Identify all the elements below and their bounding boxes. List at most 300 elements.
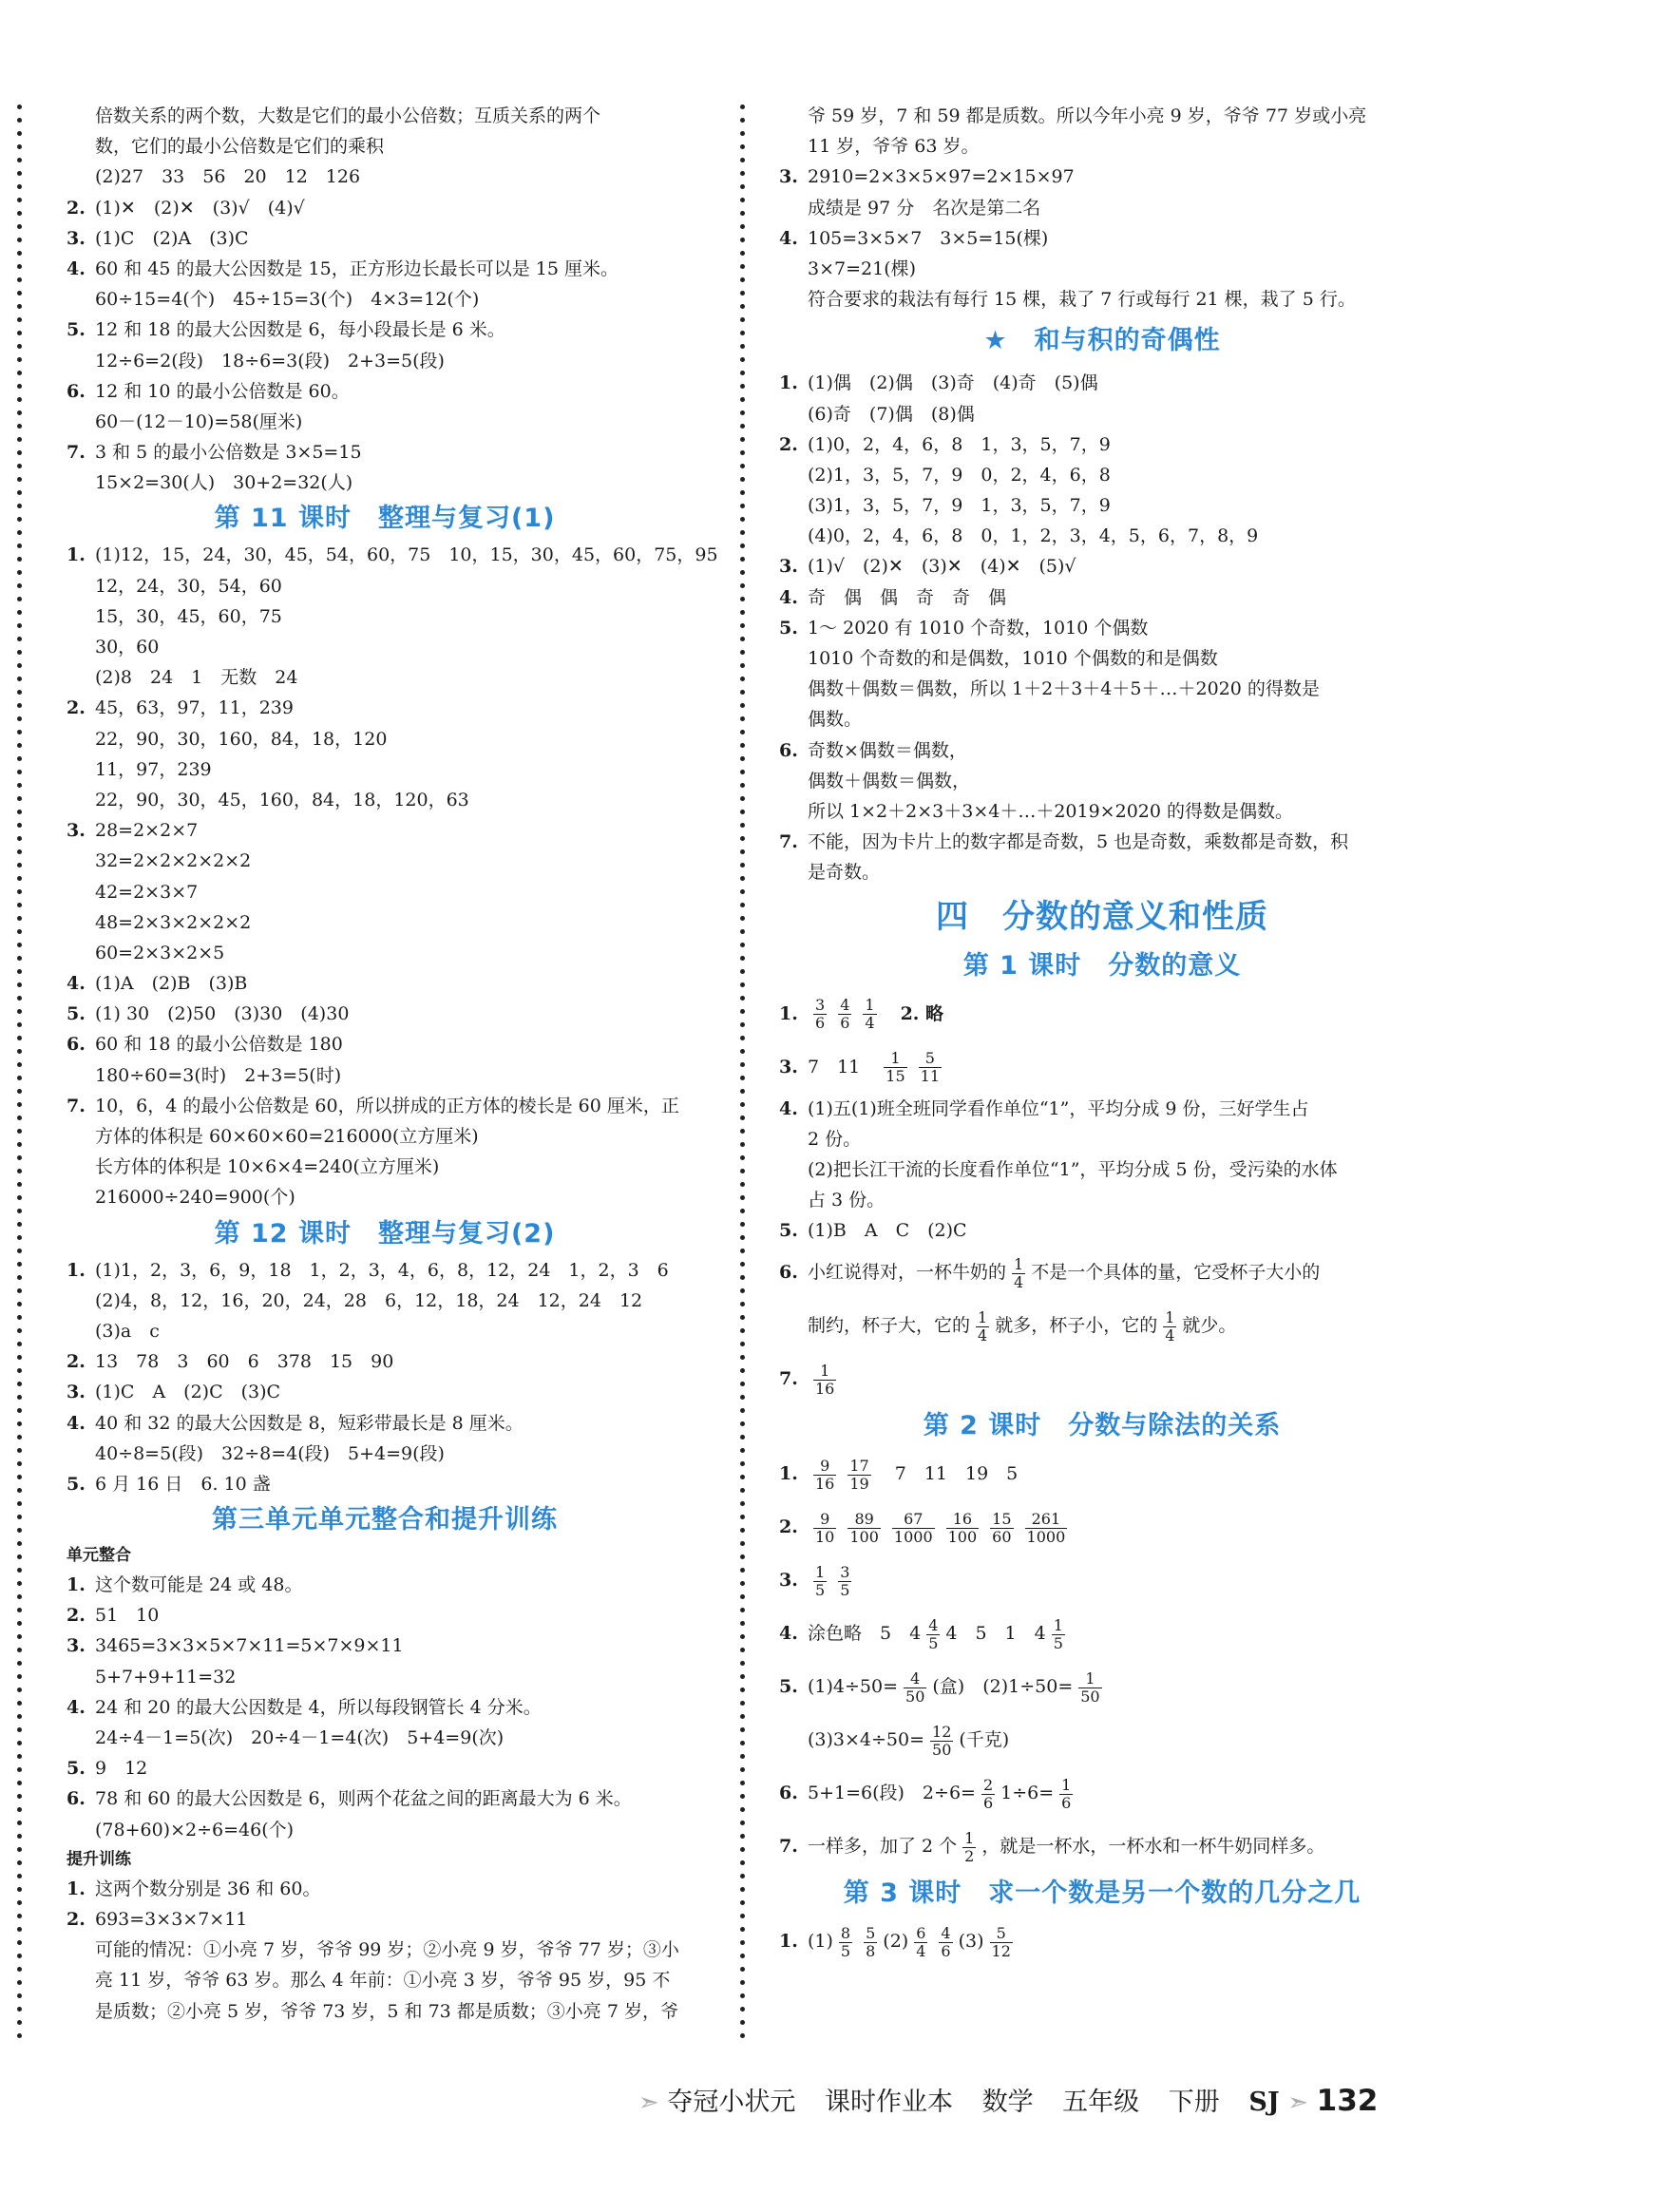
answer-line: 7. 10，6，4 的最小公倍数是 60，所以拼成的正方体的棱长是 60 厘米，正 [67,1095,679,1116]
rule-dot [17,1661,22,1666]
rule-dot [740,211,745,216]
answer-line: 占 3 份。 [808,1190,886,1211]
rule-dot [740,504,745,508]
rule-dot [740,331,745,335]
fraction: $\frac{17}{19}$ [849,1456,869,1493]
rule-dot [740,690,745,695]
rule-dot [17,796,22,801]
rule-dot [17,889,22,894]
fraction: $\frac{3}{5}$ [840,1562,850,1599]
fraction: $\frac{15}{60}$ [992,1509,1012,1546]
answer-line: 3×7=21(棵) [808,257,917,279]
lesson-heading: 第 11 课时 整理与复习(1) [214,504,556,534]
rule-dot [740,543,745,548]
answer-line: 22，90，30，45，160，84，18，120，63 [95,789,469,810]
rule-dot [740,663,745,668]
rule-dot [17,1794,22,1799]
rule-dot [17,1807,22,1812]
rule-dot [17,1235,22,1240]
rule-dot [17,1568,22,1573]
rule-dot [740,929,745,934]
answer-line: 偶数＋偶数＝偶数， [808,770,971,791]
answer-line: 1. (1) $\frac{8}{5}$ $\frac{5}{8}$ (2) $\frac{6}{4}$ $\frac{4}{6}$ (3) $\frac{5}{12}$ [779,1923,1011,1960]
rule-dot [17,344,22,349]
rule-dot [740,597,745,601]
rule-dot [740,1821,745,1825]
rule-dot [740,1554,745,1559]
rule-dot [17,1927,22,1932]
rule-dot [740,770,745,774]
answer-line: 6. 奇数×偶数＝偶数， [779,739,967,761]
answer-line: 1. (1)1，2，3，6，9，18 1，2，3，4，6，8，12，24 1，2，3 6 [67,1259,669,1281]
rule-dot [17,357,22,362]
rule-dot [17,1249,22,1253]
rule-dot [740,783,745,788]
rule-dot [17,105,22,109]
answer-line: 1. (1)偶 (2)偶 (3)奇 (4)奇 (5)偶 [779,372,1098,394]
rule-dot [740,876,745,881]
answer-line: 4. 40 和 32 的最大公因数是 8，短彩带最长是 8 厘米。 [67,1412,524,1434]
answer-line: 3. (1)C A (2)C (3)C [67,1382,281,1403]
rule-dot [740,144,745,149]
rule-dot [17,384,22,389]
fraction: $\frac{2}{6}$ [982,1775,994,1812]
rule-dot [17,583,22,588]
rule-dot [17,1315,22,1320]
rule-dot [740,1302,745,1306]
answer-line: (2)8 24 1 无数 24 [95,667,298,689]
answer-line: (4)0，2，4，6，8 0，1，2，3，4，5，6，7，8，9 [808,525,1259,547]
answer-line: 15×2=30(人) 30+2=32(人) [95,472,353,494]
fraction: $\frac{8}{5}$ [840,1923,851,1960]
rule-dot [17,1222,22,1227]
rule-dot [740,1648,745,1652]
rule-dot [740,1155,745,1160]
fraction: $\frac{6}{4}$ [916,1923,926,1960]
answer-line: 2. 693=3×3×7×11 [67,1908,248,1930]
answer-line: (6)奇 (7)偶 (8)偶 [808,403,975,425]
rule-dot [740,437,745,442]
answer-line: 偶数＋偶数＝偶数，所以 1＋2＋3＋4＋5＋…＋2020 的得数是 [808,678,1320,700]
rule-dot [17,304,22,309]
rule-dot [740,1062,745,1067]
rule-dot [17,1275,22,1280]
rule-dot [740,916,745,921]
rule-dot [17,1488,22,1493]
fraction: $\frac{4}{5}$ [928,1615,939,1652]
rule-dot [17,1940,22,1945]
rule-dot [740,1741,745,1745]
rule-dot [17,424,22,429]
rule-dot [17,1169,22,1173]
rule-dot [17,238,22,242]
rule-dot [17,224,22,229]
rule-dot [740,1900,745,1905]
answer-line: 成绩是 97 分 名次是第二名 [808,197,1041,219]
rule-dot [17,277,22,282]
answer-line: (2)4，8，12，16，20，24，28 6，12，18，24 12，24 12 [95,1289,643,1311]
answer-line: 216000÷240=900(个) [95,1187,295,1209]
rule-dot [17,1155,22,1160]
rule-dot [740,1169,745,1173]
rule-dot [740,184,745,189]
rule-dot [17,770,22,774]
rule-dot [17,1262,22,1267]
rule-dot [17,371,22,375]
rule-dot [740,996,745,1001]
rule-dot [740,1235,745,1240]
rule-dot [740,863,745,868]
fraction: $\frac{1}{16}$ [815,1361,835,1398]
rule-dot [17,504,22,508]
rule-dot [17,1900,22,1905]
rule-dot [17,1821,22,1825]
fraction: $\frac{9}{16}$ [815,1456,835,1493]
rule-dot [17,663,22,668]
rule-dot [17,570,22,575]
answer-line: (2)1，3，5，7，9 0，2，4，6，8 [808,464,1111,486]
rule-dot [17,677,22,681]
rule-dot [17,410,22,415]
answer-line: 偶数。 [808,709,863,731]
answer-line: 5+7+9+11=32 [95,1666,237,1688]
answer-line: 1. $\frac{9}{16}$ $\frac{17}{19}$ 7 11 19 5 [779,1456,1019,1493]
rule-dot [17,1860,22,1865]
rule-dot [740,1688,745,1692]
rule-dot [17,477,22,482]
answer-line: 48=2×3×2×2×2 [95,911,252,933]
rule-dot [17,1475,22,1479]
rule-dot [740,1807,745,1812]
answer-line: 5. 9 12 [67,1758,148,1780]
rule-dot [17,1634,22,1639]
rule-dot [17,1116,22,1120]
answer-line: 1010 个奇数的和是偶数，1010 个偶数的和是偶数 [808,648,1218,669]
rule-dot [740,637,745,641]
rule-dot [740,1368,745,1373]
answer-line: 符合要求的栽法有每行 15 棵，栽了 7 行或每行 21 棵，栽了 5 行。 [808,289,1356,311]
grade: 五年级 [1062,2088,1140,2117]
rule-dot [17,876,22,881]
rule-dot [17,716,22,721]
rule-dot [740,304,745,309]
fraction: $\frac{1}{5}$ [1053,1615,1063,1652]
fraction: $\frac{89}{100}$ [849,1509,879,1546]
rule-dot [740,198,745,202]
answer-line: 4. 奇 偶 偶 奇 奇 偶 [779,586,1007,608]
answer-line: 2. (1)0，2，4，6，8 1，3，5，7，9 [779,433,1111,455]
answer-line: 4. 24 和 20 的最大公因数是 4，所以每段钢管长 4 分米。 [67,1696,542,1718]
rule-dot [740,1089,745,1094]
rule-dot [740,1528,745,1533]
rule-dot [17,1089,22,1094]
answer-line: 24÷4－1=5(次) 20÷4－1=4(次) 5+4=9(次) [95,1727,505,1748]
rule-dot [740,836,745,841]
rule-dot [17,1701,22,1706]
lesson-heading: 第 1 课时 分数的意义 [962,950,1242,981]
sub-heading: 提升训练 [67,1849,131,1869]
rule-dot [17,1049,22,1054]
rule-dot [17,1209,22,1213]
rule-dot [740,1568,745,1573]
rule-dot [740,530,745,535]
fraction: $\frac{1}{15}$ [886,1049,905,1085]
answer-line: 6. 5+1=6(段) 2÷6= $\frac{2}{6}$ 1÷6= $\frac{1}{6}$ [779,1775,1072,1812]
rule-dot [17,1648,22,1652]
rule-dot [740,956,745,961]
rule-dot [17,264,22,269]
answer-line: 30，60 [95,637,160,658]
rule-dot [740,118,745,123]
rule-dot [17,144,22,149]
rule-dot [17,1102,22,1107]
rule-dot [17,1914,22,1918]
rule-dot [740,1621,745,1626]
rule-dot [740,1914,745,1918]
fraction: $\frac{1}{5}$ [815,1562,826,1599]
rule-dot [740,251,745,256]
rule-dot [17,690,22,695]
rule-dot [740,1355,745,1360]
rule-dot [740,1461,745,1466]
rule-dot [740,943,745,947]
edition: SJ [1248,2088,1280,2117]
rule-dot [17,1674,22,1679]
rule-dot [17,1062,22,1067]
brand-name: 夺冠小状元 [667,2088,796,2117]
rule-dot [740,677,745,681]
rule-dot [740,1408,745,1413]
rule-dot [17,1288,22,1293]
rule-dot [740,1182,745,1187]
rule-dot [17,1874,22,1878]
dotted-margin-left [17,105,21,2043]
answer-line: 长方体的体积是 10×6×4=240(立方厘米) [95,1156,440,1178]
answer-line: 1. (1)12，15，24，30，45，54，60，75 10，15，30，45，60，75，95 [67,544,718,566]
rule-dot [740,1315,745,1320]
answer-line: 4. (1)五(1)班全班同学看作单位“1”，平均分成 9 份，三好学生占 [779,1097,1309,1119]
answer-line: 7. 不能，因为卡片上的数字都是奇数，5 也是奇数，乘数都是奇数，积 [779,831,1349,853]
fraction: $\frac{1}{4}$ [978,1307,988,1344]
rule-dot [740,1781,745,1785]
right-column [779,101,1425,1968]
rule-dot [17,1887,22,1892]
rule-dot [17,1714,22,1719]
answer-line: 7. 一样多，加了 2 个 $\frac{1}{2}$ ，就是一杯水，一杯水和一杯牛奶同样多。 [779,1828,1325,1865]
rule-dot [740,1767,745,1772]
rule-dot [740,743,745,748]
answer-line: 3. 28=2×2×7 [67,820,199,842]
rule-dot [740,1222,745,1227]
rule-dot [17,1594,22,1599]
rule-dot [740,1209,745,1213]
rule-dot [17,1182,22,1187]
answer-line: 5. 1～ 2020 有 1010 个奇数，1010 个偶数 [779,617,1149,639]
answer-line: 60=2×3×2×5 [95,942,225,963]
rule-dot [740,889,745,894]
rule-dot [17,1688,22,1692]
rule-dot [740,490,745,495]
rule-dot [740,1754,745,1759]
rule-dot [17,1302,22,1306]
answer-line: 4. 60 和 45 的最大公因数是 15，正方形边长最长可以是 15 厘米。 [67,257,619,279]
answer-line: 40÷8=5(段) 32÷8=4(段) 5+4=9(段) [95,1442,445,1464]
rule-dot [17,251,22,256]
arrow-icon: ➣ [1287,2088,1309,2117]
rule-dot [17,450,22,455]
rule-dot [740,224,745,229]
rule-dot [740,1874,745,1878]
answer-line: 4. (1)A (2)B (3)B [67,973,248,995]
rule-dot [740,1142,745,1147]
rule-dot [740,1701,745,1706]
rule-dot [17,903,22,907]
rule-dot [740,583,745,588]
rule-dot [740,610,745,615]
rule-dot [17,1501,22,1506]
rule-dot [17,1142,22,1147]
fraction: $\frac{16}{100}$ [947,1509,978,1546]
rule-dot [740,1634,745,1639]
rule-dot [740,796,745,801]
answer-line: 3. 3465=3×3×5×7×11=5×7×9×11 [67,1635,404,1657]
answer-line: 1. $\frac{3}{6}$ $\frac{4}{6}$ $\frac{1}{4}$ 2. 略 [779,996,944,1032]
fraction: $\frac{12}{50}$ [932,1722,952,1759]
rule-dot [740,424,745,429]
rule-dot [17,397,22,402]
rule-dot [17,1368,22,1373]
rule-dot [17,1129,22,1134]
answer-line: 所以 1×2＋2×3＋3×4＋…＋2019×2020 的得数是偶数。 [808,800,1293,822]
lesson-heading: 第 2 课时 分数与除法的关系 [923,1411,1282,1441]
rule-dot [740,317,745,322]
lesson-heading: 第 12 课时 整理与复习(2) [214,1218,556,1249]
rule-dot [17,1781,22,1785]
rule-dot [740,158,745,162]
answer-line: 7. 3 和 5 的最小公倍数是 3×5=15 [67,442,362,464]
rule-dot [740,1435,745,1440]
rule-dot [740,1129,745,1134]
rule-dot [17,637,22,641]
answer-line: 11，97，239 [95,758,212,780]
rule-dot [740,371,745,375]
answer-line: 2. (1)✕ (2)✕ (3)√ (4)√ [67,197,305,219]
answer-line: (3)1，3，5，7，9 1，3，5，7，9 [808,495,1111,517]
rule-dot [17,996,22,1001]
rule-dot [17,823,22,828]
answer-line: 数，它们的最小公倍数是它们的乘积 [95,136,385,158]
answer-line: 6. 小红说得对，一杯牛奶的 $\frac{1}{4}$ 不是一个具体的量，它受杯子大小的 [779,1254,1321,1291]
rule-dot [740,1102,745,1107]
rule-dot [740,1541,745,1546]
rule-dot [17,929,22,934]
answer-line: 5. (1)4÷50= $\frac{4}{50}$ (盒) (2)1÷50= $\frac{1}{50}$ [779,1669,1100,1706]
rule-dot [17,1435,22,1440]
rule-dot [17,1355,22,1360]
rule-dot [17,490,22,495]
answer-line: (3)3×4÷50= $\frac{12}{50}$ (千克) [808,1722,1010,1759]
rule-dot [740,517,745,522]
fraction: $\frac{1}{4}$ [865,996,875,1032]
rule-dot [740,1847,745,1852]
rule-dot [740,344,745,349]
answer-line: 5. (1)B A C (2)C [779,1220,967,1242]
rule-dot [740,105,745,109]
rule-dot [740,1328,745,1333]
fraction: $\frac{5}{8}$ [866,1923,876,1960]
rule-dot [740,1515,745,1519]
rule-dot [17,2020,22,2025]
rule-dot [740,1794,745,1799]
rule-dot [740,570,745,575]
rule-dot [17,118,22,123]
answer-line: 制约，杯子大，它的 $\frac{1}{4}$ 就多，杯子小，它的 $\frac{1}{4}$ 就少。 [808,1307,1237,1344]
rule-dot [17,464,22,468]
star-icon: ★ [983,326,1008,356]
rule-dot [740,810,745,814]
rule-dot [740,1501,745,1506]
rule-dot [17,810,22,814]
rule-dot [17,1342,22,1346]
answer-line: 3. 7 11 $\frac{1}{15}$ $\frac{5}{11}$ [779,1049,940,1085]
page-footer [638,2081,1378,2118]
rule-dot [740,357,745,362]
rule-dot [740,1076,745,1080]
rule-dot [17,916,22,921]
answer-line: 亮 11 岁，爷爷 63 岁。那么 4 年前：①小亮 3 岁，爷爷 95 岁，95 不 [95,1970,671,1992]
rule-dot [17,1461,22,1466]
answer-line: 是质数；②小亮 5 岁，爷爷 73 岁，5 和 73 都是质数；③小亮 7 岁，爷 [95,2000,678,2022]
answer-line: 2. 13 78 3 60 6 378 15 90 [67,1351,394,1373]
fraction: $\frac{4}{50}$ [905,1669,925,1706]
rule-dot [740,1275,745,1280]
unit-heading: 第三单元单元整合和提升训练 [212,1505,558,1535]
rule-dot [740,2007,745,2012]
rule-dot [17,956,22,961]
answer-line: 12÷6=2(段) 18÷6=3(段) 2+3=5(段) [95,350,445,372]
rule-dot [17,291,22,296]
rule-dot [17,1408,22,1413]
answer-line: 4. 涂色略 5 4 $\frac{4}{5}$ 4 5 1 4 $\frac{1}{5}$ [779,1615,1063,1652]
rule-dot [17,849,22,854]
answer-line: 60－(12－10)=58(厘米) [95,410,303,432]
rule-dot [740,1608,745,1612]
rule-dot [740,823,745,828]
rule-dot [740,291,745,296]
answer-line: 11 岁，爷爷 63 岁。 [808,136,980,158]
rule-dot [17,1834,22,1839]
rule-dot [17,1328,22,1333]
rule-dot [740,464,745,468]
answer-line: 可能的情况：①小亮 7 岁，爷爷 99 岁；②小亮 9 岁，爷爷 77 岁；③小 [95,1939,679,1961]
fraction: $\frac{1}{4}$ [1165,1307,1175,1344]
rule-dot [740,384,745,389]
rule-dot [17,331,22,335]
rule-dot [17,557,22,562]
rule-dot [740,1727,745,1732]
rule-dot [17,610,22,615]
lesson-heading: ★ 和与积的奇偶性 [983,326,1221,356]
rule-dot [740,1475,745,1479]
rule-dot [740,410,745,415]
rule-dot [17,863,22,868]
rule-dot [17,517,22,522]
left-column [67,101,718,2027]
rule-dot [740,131,745,136]
rule-dot [17,1022,22,1027]
book-name: 课时作业本 [824,2088,953,2117]
answer-line: 爷 59 岁，7 和 59 都是质数。所以今年小亮 9 岁，爷爷 77 岁或小亮 [808,105,1367,126]
